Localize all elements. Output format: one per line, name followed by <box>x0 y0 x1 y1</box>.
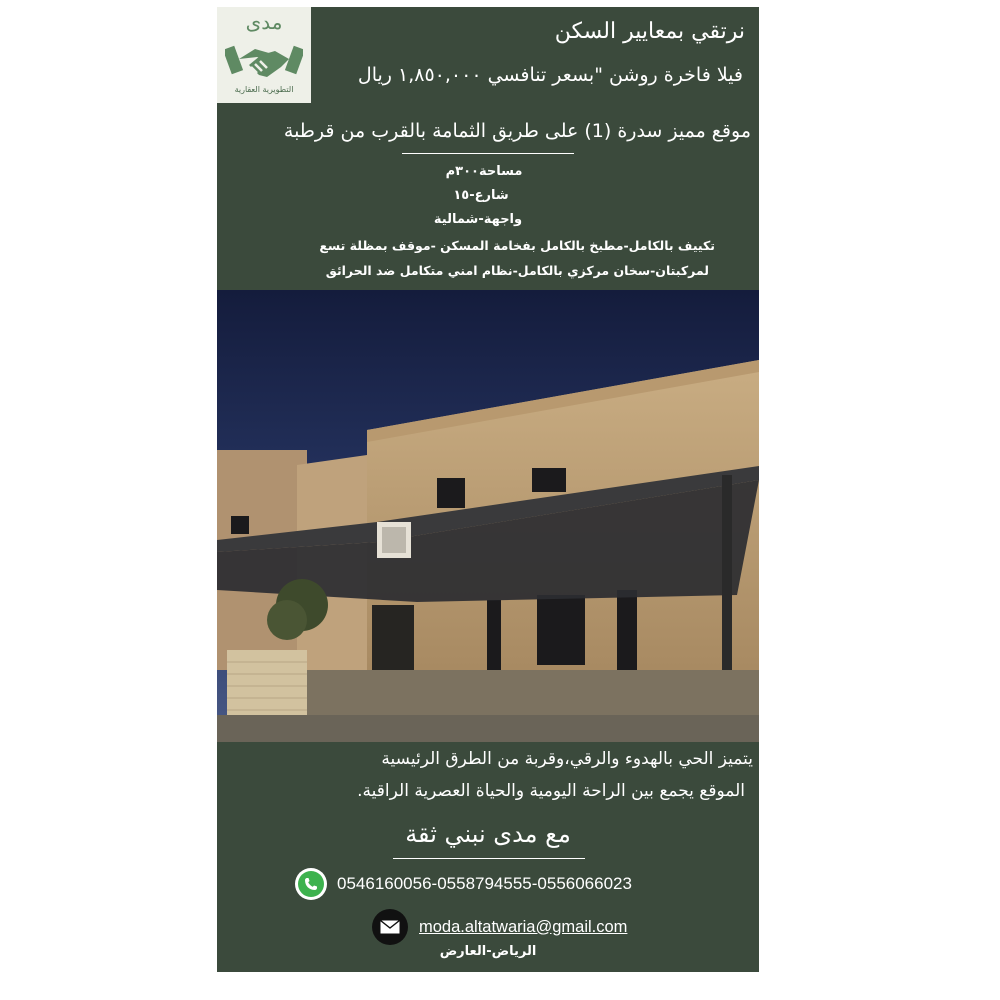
divider <box>402 153 574 154</box>
company-logo <box>217 7 311 103</box>
description-line1: يتميز الحي بالهدوء والرقي،وقربة من الطرق الرئيسية <box>381 749 753 769</box>
spec-street: شارع-١٥ <box>453 188 509 203</box>
city-text: الرياض-العارض <box>439 944 537 959</box>
email-link[interactable]: moda.altatwaria@gmail.com <box>419 917 628 936</box>
email-contact[interactable] <box>372 908 627 946</box>
offer-price: فيلا فاخرة روشن "بسعر تنافسي ١,٨٥٠,٠٠٠ ريال <box>357 64 743 86</box>
envelope-icon[interactable] <box>372 909 408 945</box>
logo-subtitle: التطويرية العقارية <box>234 85 294 94</box>
headline: نرتقي بمعايير السكن <box>554 19 745 44</box>
spec-features-line2: لمركبتان-سخان مركزي بالكامل-نظام امني متكامل ضد الحرائق <box>325 263 709 278</box>
spec-area: مساحة٣٠٠م <box>445 164 523 179</box>
property-flyer <box>217 7 759 972</box>
handshake-icon <box>225 37 303 83</box>
logo-name: مدى <box>245 10 283 34</box>
description-line2: الموقع يجمع بين الراحة اليومية والحياة العصرية الراقية. <box>357 781 745 801</box>
slogan-divider <box>393 858 585 859</box>
phone-contact[interactable] <box>295 867 632 901</box>
spec-features-line1: تكييف بالكامل-مطبخ بالكامل بفخامة المسكن -موقف بمظلة تسع <box>319 238 715 253</box>
spec-facade: واجهة-شمالية <box>433 212 523 227</box>
phone-numbers[interactable]: 0546160056-0558794555-0556066023 <box>337 874 632 893</box>
slogan: مع مدى نبني ثقة <box>405 820 571 848</box>
villa-photo <box>217 290 759 742</box>
location-text: موقع مميز سدرة (1) على طريق الثمامة بالقرب من قرطبة <box>283 120 751 142</box>
whatsapp-icon[interactable] <box>295 868 327 900</box>
